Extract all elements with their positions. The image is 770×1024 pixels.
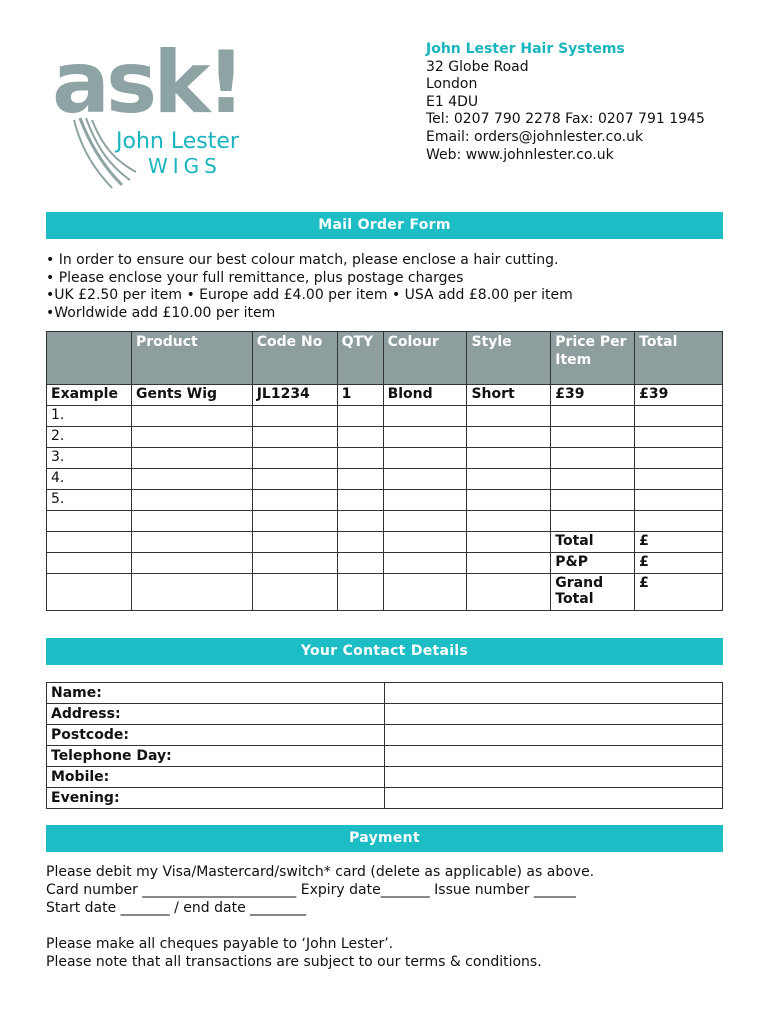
code-cell[interactable]: [252, 406, 337, 427]
total-cell[interactable]: [635, 427, 723, 448]
contact-row: [47, 704, 723, 725]
price-cell[interactable]: [551, 448, 635, 469]
address-line: London: [426, 76, 478, 93]
example-row: [47, 385, 723, 406]
product-cell[interactable]: [131, 406, 252, 427]
example-colour: Blond: [383, 385, 467, 406]
qty-cell[interactable]: [337, 427, 383, 448]
contact-table: [46, 682, 723, 809]
telephone-day-field[interactable]: [384, 746, 722, 767]
header-colour: Colour: [383, 332, 467, 385]
logo-graphic: [52, 40, 252, 190]
mobile-field[interactable]: [384, 767, 722, 788]
header-price: Price Per Item: [551, 332, 635, 385]
summary-value[interactable]: £: [635, 574, 723, 611]
summary-row-pp: [47, 553, 723, 574]
style-cell[interactable]: [467, 490, 551, 511]
qty-cell[interactable]: [337, 490, 383, 511]
product-cell[interactable]: [131, 469, 252, 490]
qty-cell[interactable]: [337, 511, 383, 532]
note-line: •Worldwide add £10.00 per item: [46, 304, 276, 321]
colour-cell[interactable]: [383, 469, 467, 490]
order-table: [46, 331, 723, 611]
note-line: • Please enclose your full remittance, plus postage charges: [46, 269, 464, 286]
note-line: • In order to ensure our best colour match, please enclose a hair cutting.: [46, 252, 559, 268]
row-number: 2.: [47, 427, 132, 448]
style-cell[interactable]: [467, 511, 551, 532]
example-qty: 1: [337, 385, 383, 406]
card-number-line: Card number ______________________ Expiry date_______ Issue number ______: [46, 882, 576, 898]
product-cell[interactable]: [131, 490, 252, 511]
table-row: [47, 427, 723, 448]
qty-cell[interactable]: [337, 469, 383, 490]
address-phone: Tel: 0207 790 2278 Fax: 0207 791 1945: [426, 111, 705, 128]
order-table-header: [47, 332, 723, 385]
contact-label: Evening:: [47, 788, 385, 809]
example-price: £39: [551, 385, 635, 406]
logo-ask-text: ask!: [52, 40, 242, 133]
header-product: Product: [131, 332, 252, 385]
contact-row: [47, 683, 723, 704]
row-number: 4.: [47, 469, 132, 490]
contact-row: [47, 746, 723, 767]
summary-label: P&P: [551, 553, 635, 574]
table-row: [47, 448, 723, 469]
total-cell[interactable]: [635, 448, 723, 469]
example-label: Example: [47, 385, 132, 406]
cheque-payable-text: Please make all cheques payable to ‘John Lester’.: [46, 936, 394, 952]
header-style: Style: [467, 332, 551, 385]
payment-details: [46, 863, 736, 971]
contact-label: Telephone Day:: [47, 746, 385, 767]
code-cell[interactable]: [252, 448, 337, 469]
summary-row-total: [47, 532, 723, 553]
header-cell: [47, 332, 132, 385]
row-number: 5.: [47, 490, 132, 511]
start-end-date-line: Start date _______ / end date ________: [46, 900, 307, 916]
address-line: E1 4DU: [426, 93, 479, 110]
code-cell[interactable]: [252, 427, 337, 448]
summary-label: Total: [551, 532, 635, 553]
colour-cell[interactable]: [383, 427, 467, 448]
row-number: [47, 511, 132, 532]
style-cell[interactable]: [467, 448, 551, 469]
total-cell[interactable]: [635, 490, 723, 511]
terms-text: Please note that all transactions are subject to our terms & conditions.: [46, 954, 542, 970]
example-code: JL1234: [252, 385, 337, 406]
name-field[interactable]: [384, 683, 722, 704]
payment-heading: Payment: [46, 825, 723, 852]
contact-row: [47, 767, 723, 788]
summary-value[interactable]: £: [635, 532, 723, 553]
contact-row: [47, 788, 723, 809]
price-cell[interactable]: [551, 469, 635, 490]
colour-cell[interactable]: [383, 448, 467, 469]
company-name: John Lester Hair Systems: [426, 41, 625, 57]
price-cell[interactable]: [551, 511, 635, 532]
colour-cell[interactable]: [383, 490, 467, 511]
address-web: Web: www.johnlester.co.uk: [426, 146, 614, 163]
postcode-field[interactable]: [384, 725, 722, 746]
contact-label: Name:: [47, 683, 385, 704]
header-total: Total: [635, 332, 723, 385]
table-row: [47, 511, 723, 532]
mail-order-heading: Mail Order Form: [46, 212, 723, 239]
john-lester-logo: [52, 40, 252, 190]
logo-wigs-text: WIGS: [148, 154, 222, 178]
address-email: Email: orders@johnlester.co.uk: [426, 128, 644, 145]
summary-label: Grand Total: [551, 574, 635, 611]
order-notes: [46, 252, 573, 322]
product-cell[interactable]: [131, 448, 252, 469]
total-cell[interactable]: [635, 406, 723, 427]
contact-label: Mobile:: [47, 767, 385, 788]
summary-value[interactable]: £: [635, 553, 723, 574]
price-cell[interactable]: [551, 490, 635, 511]
row-number: 3.: [47, 448, 132, 469]
address-line: 32 Globe Road: [426, 58, 529, 75]
table-row: [47, 490, 723, 511]
address-field[interactable]: [384, 704, 722, 725]
style-cell[interactable]: [467, 469, 551, 490]
note-line: •UK £2.50 per item • Europe add £4.00 per item • USA add £8.00 per item: [46, 287, 573, 303]
qty-cell[interactable]: [337, 448, 383, 469]
qty-cell[interactable]: [337, 406, 383, 427]
logo-brand-text: John Lester: [116, 129, 239, 154]
payment-debit-text: Please debit my Visa/Mastercard/switch* card (delete as applicable) as above.: [46, 864, 595, 880]
contact-heading: Your Contact Details: [46, 638, 723, 665]
product-cell[interactable]: [131, 427, 252, 448]
table-row: [47, 469, 723, 490]
code-cell[interactable]: [252, 490, 337, 511]
example-product: Gents Wig: [131, 385, 252, 406]
style-cell[interactable]: [467, 406, 551, 427]
price-cell[interactable]: [551, 427, 635, 448]
summary-row-grand-total: [47, 574, 723, 611]
product-cell[interactable]: [131, 511, 252, 532]
contact-label: Postcode:: [47, 725, 385, 746]
colour-cell[interactable]: [383, 511, 467, 532]
header-code: Code No: [252, 332, 337, 385]
row-number: 1.: [47, 406, 132, 427]
price-cell[interactable]: [551, 406, 635, 427]
contact-row: [47, 725, 723, 746]
example-total: £39: [635, 385, 723, 406]
example-style: Short: [467, 385, 551, 406]
total-cell[interactable]: [635, 469, 723, 490]
company-address: [426, 41, 726, 164]
total-cell[interactable]: [635, 511, 723, 532]
code-cell[interactable]: [252, 511, 337, 532]
table-row: [47, 406, 723, 427]
header-qty: QTY: [337, 332, 383, 385]
colour-cell[interactable]: [383, 406, 467, 427]
code-cell[interactable]: [252, 469, 337, 490]
contact-label: Address:: [47, 704, 385, 725]
style-cell[interactable]: [467, 427, 551, 448]
evening-field[interactable]: [384, 788, 722, 809]
